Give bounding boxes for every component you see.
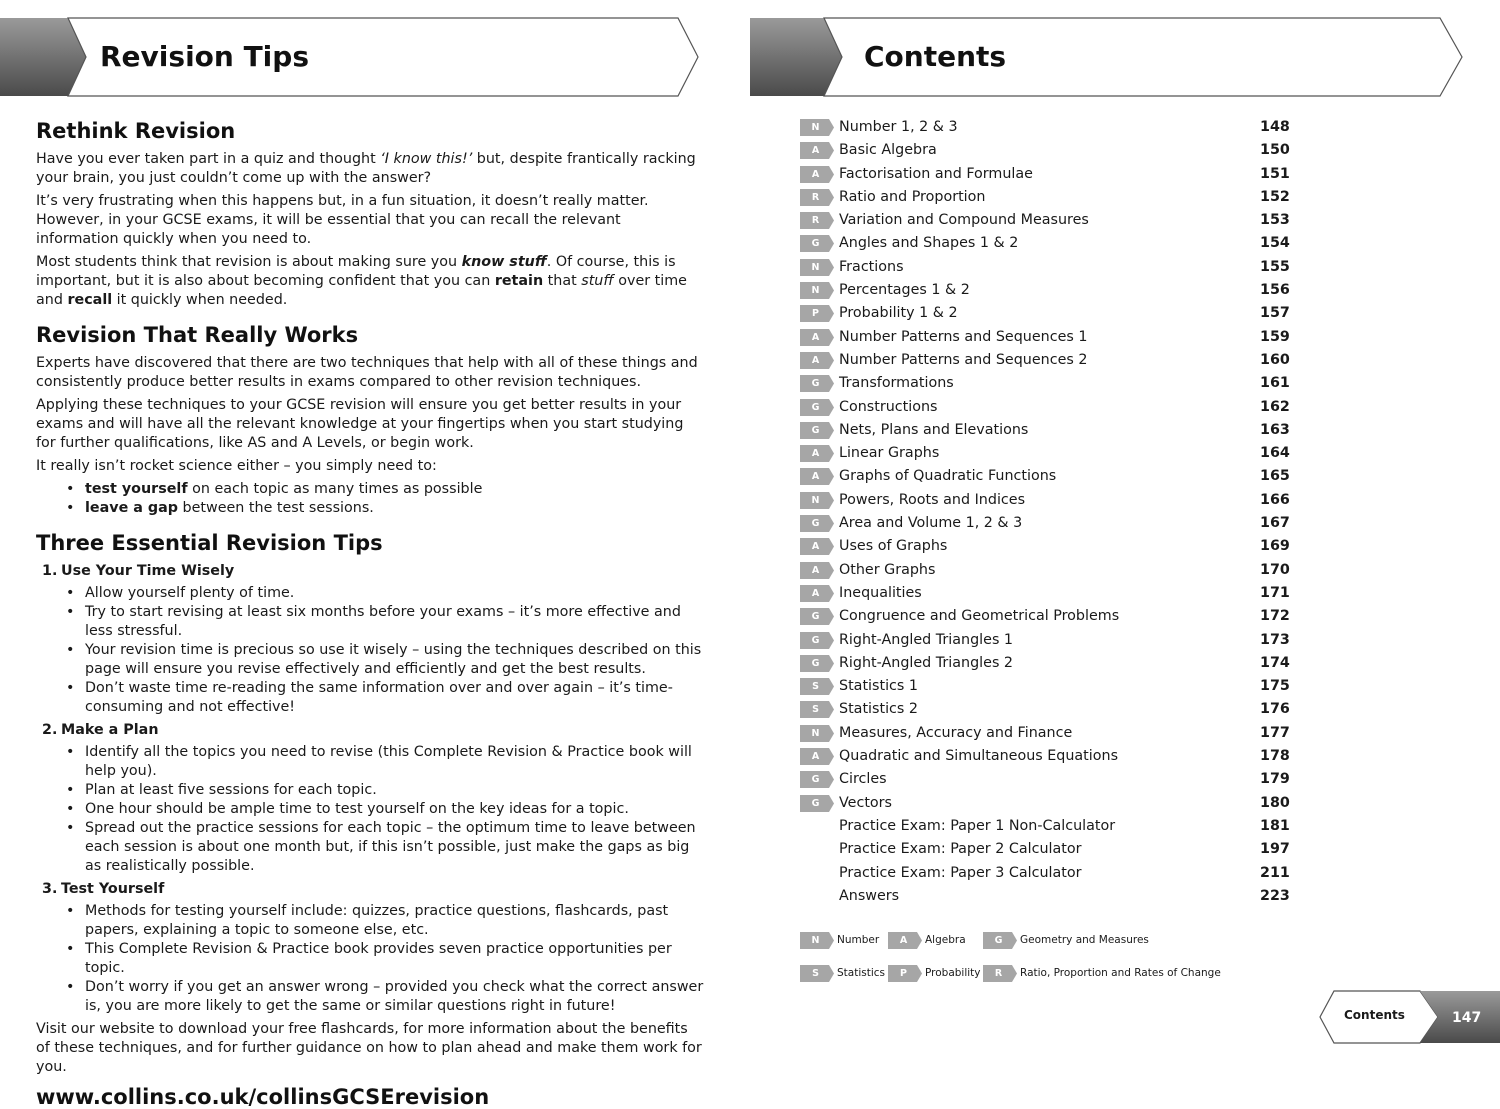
topic-tag-letter: A: [811, 587, 820, 599]
entry-title: Uses of Graphs: [839, 538, 948, 555]
bullet-list: [66, 584, 704, 717]
website-link[interactable]: www.collins.co.uk/collinsGCSErevision: [36, 1085, 490, 1109]
entry-title: Number Patterns and Sequences 2: [839, 351, 1088, 368]
topic-tag: [800, 212, 834, 229]
tip-heading: 2. Make a Plan: [42, 722, 159, 738]
contents-entry[interactable]: [800, 396, 1290, 419]
topic-tag: [800, 142, 834, 159]
topic-tag-letter: G: [811, 401, 820, 413]
page-title: Revision Tips: [100, 40, 309, 73]
contents-entry[interactable]: [800, 256, 1290, 279]
key-label: Geometry and Measures: [1020, 934, 1149, 946]
topic-tag-letter: P: [900, 968, 907, 979]
entry-page: 223: [1260, 887, 1290, 904]
entry-page: 169: [1260, 538, 1290, 555]
entry-title: Powers, Roots and Indices: [839, 491, 1026, 508]
entry-title: Answers: [839, 887, 900, 904]
entry-title: Practice Exam: Paper 1 Non-Calculator: [839, 817, 1116, 834]
topic-tag-letter: G: [811, 238, 820, 250]
entry-page: 155: [1260, 258, 1290, 275]
bullet-list: [66, 743, 704, 876]
topic-tag-letter: G: [811, 378, 820, 390]
entry-title: Practice Exam: Paper 2 Calculator: [839, 841, 1082, 858]
entry-page: 148: [1260, 119, 1290, 135]
contents-entry[interactable]: [800, 629, 1290, 652]
contents-entry[interactable]: [800, 279, 1290, 302]
topic-tag: [800, 422, 834, 439]
topic-tag: [983, 932, 1017, 949]
entry-page: 171: [1260, 584, 1290, 601]
entry-page: 197: [1260, 841, 1290, 858]
page-number: 147: [1452, 1010, 1482, 1026]
contents-entry[interactable]: [800, 652, 1290, 675]
contents-entry[interactable]: [800, 139, 1290, 162]
topic-tag: [800, 352, 834, 369]
topic-tag-letter: A: [811, 448, 820, 460]
contents-entry[interactable]: [800, 372, 1290, 395]
topic-tag-letter: A: [811, 564, 820, 576]
entry-title: Variation and Compound Measures: [839, 212, 1089, 229]
entry-page: 173: [1260, 631, 1290, 648]
entry-title: Probability 1 & 2: [839, 305, 958, 322]
entry-page: 152: [1260, 188, 1290, 205]
section-heading: Rethink Revision: [36, 119, 236, 143]
entry-title: Practice Exam: Paper 3 Calculator: [839, 864, 1082, 881]
topic-tag: [800, 235, 834, 252]
topic-tag: [800, 119, 834, 136]
entry-page: 176: [1260, 701, 1290, 718]
entry-page: 150: [1260, 142, 1290, 159]
topic-tag-letter: A: [899, 935, 908, 946]
paragraph: Applying these techniques to your GCSE revision will ensure you get better results in your exams and will have all the relevant knowledge at your fingertips when you start studying for further qualifications, like AS and A Levels, or begin work.: [36, 397, 684, 451]
closing-paragraph: Visit our website to download your free flashcards, for more information about the benefits of these techniques, and for further guidance on how to plan ahead and make them work for you.: [36, 1021, 702, 1075]
list-item: • test yourself on each topic as many times as possible: [66, 480, 704, 499]
entry-page: 180: [1260, 794, 1290, 811]
topic-tag: [983, 965, 1017, 982]
entry-page: 151: [1260, 165, 1290, 182]
contents-entry[interactable]: [800, 489, 1290, 512]
topic-tag-letter: S: [812, 681, 819, 693]
contents-entry[interactable]: [800, 349, 1290, 372]
contents-entry[interactable]: [800, 698, 1290, 721]
entry-title: Linear Graphs: [839, 445, 940, 462]
entry-page: 178: [1260, 748, 1290, 765]
contents-entry[interactable]: [800, 116, 1290, 139]
entry-title: Area and Volume 1, 2 & 3: [839, 515, 1023, 532]
topic-tag-letter: G: [994, 935, 1003, 946]
topic-tag: [800, 282, 834, 299]
topic-tag: [800, 965, 834, 982]
topic-tag: [800, 259, 834, 276]
section-heading: Three Essential Revision Tips: [36, 531, 383, 555]
entry-page: 159: [1260, 328, 1290, 345]
entry-page: 166: [1260, 491, 1290, 508]
entry-page: 179: [1260, 771, 1290, 788]
contents-entry[interactable]: [800, 675, 1290, 698]
list-item: • Methods for testing yourself include: quizzes, practice questions, flashcards, past papers, explaining a topic to someone else, etc.: [66, 902, 704, 940]
tip-heading: 1. Use Your Time Wisely: [42, 563, 235, 579]
topic-tag: [800, 795, 834, 812]
topic-tag: [800, 632, 834, 649]
entry-title: Inequalities: [839, 584, 922, 601]
entry-page: 170: [1260, 561, 1290, 578]
list-item: • Identify all the topics you need to revise (this Complete Revision & Practice book will help you).: [66, 743, 704, 781]
topic-tag: [800, 748, 834, 765]
bullet-list: [66, 902, 704, 1016]
entry-page: 157: [1260, 305, 1290, 322]
entry-page: 161: [1260, 375, 1290, 392]
contents-entry[interactable]: [800, 326, 1290, 349]
entry-page: 172: [1260, 608, 1290, 625]
topic-tag-letter: A: [811, 541, 820, 553]
list-item: • This Complete Revision & Practice book provides seven practice opportunities per topic.: [66, 940, 704, 978]
page-title: Contents: [864, 40, 1007, 73]
contents-entry[interactable]: [800, 862, 1290, 885]
topic-tag: [800, 538, 834, 555]
list-item: • Plan at least five sessions for each topic.: [66, 781, 704, 800]
entry-page: 154: [1260, 235, 1290, 252]
contents-entry[interactable]: [800, 163, 1290, 186]
entry-title: Nets, Plans and Elevations: [839, 421, 1029, 438]
list-item: • Try to start revising at least six months before your exams – it’s more effective and less stressful.: [66, 603, 704, 641]
entry-title: Statistics 2: [839, 701, 918, 718]
tip-heading: 3. Test Yourself: [42, 881, 165, 897]
topic-tag: [800, 678, 834, 695]
contents-header: [750, 18, 1466, 96]
topic-tag: [800, 166, 834, 183]
contents-entry[interactable]: [800, 559, 1290, 582]
topic-tag-letter: A: [811, 354, 820, 366]
topic-tag: [800, 492, 834, 509]
entry-title: Constructions: [839, 398, 938, 415]
topic-tag-letter: N: [811, 727, 820, 739]
revision-tips-body: [36, 118, 704, 1107]
entry-page: 174: [1260, 654, 1290, 671]
topic-tag: [800, 771, 834, 788]
topic-tag: [888, 932, 922, 949]
entry-title: Number 1, 2 & 3: [839, 119, 958, 135]
entry-page: 181: [1260, 817, 1290, 834]
contents-entry[interactable]: [800, 745, 1290, 768]
entry-title: Ratio and Proportion: [839, 188, 986, 205]
entry-page: 156: [1260, 282, 1290, 299]
entry-title: Right-Angled Triangles 1: [839, 631, 1014, 648]
topic-tag-letter: R: [811, 191, 820, 203]
contents-entry[interactable]: [800, 232, 1290, 255]
topic-tag-letter: N: [811, 285, 820, 297]
contents-entry[interactable]: [800, 186, 1290, 209]
topic-tag-letter: A: [811, 471, 820, 483]
topic-tag-letter: N: [811, 935, 820, 946]
list-item: • Don’t worry if you get an answer wrong – provided you check what the correct answer is, you are more likely to get the same or similar questions right in future!: [66, 978, 704, 1016]
entry-page: 160: [1260, 351, 1290, 368]
entry-title: Vectors: [839, 794, 893, 811]
topic-tag: [800, 608, 834, 625]
revision-tips-header: [0, 18, 702, 96]
topic-tag-letter: G: [811, 424, 820, 436]
contents-entry[interactable]: [800, 512, 1290, 535]
contents-entry[interactable]: [800, 302, 1290, 325]
paragraph: It’s very frustrating when this happens but, in a fun situation, it doesn’t really matter. However, in your GCSE exams, it will be essential that you can recall the relevant information quickly when you need to.: [36, 193, 649, 247]
contents-entry[interactable]: [800, 442, 1290, 465]
topic-tag-letter: R: [994, 968, 1003, 979]
topic-tag-letter: A: [811, 331, 820, 343]
entry-title: Fractions: [839, 258, 904, 275]
topic-tag-letter: G: [811, 657, 820, 669]
list-item: • Allow yourself plenty of time.: [66, 584, 704, 603]
entry-title: Right-Angled Triangles 2: [839, 654, 1014, 671]
topic-tag: [800, 515, 834, 532]
entry-title: Statistics 1: [839, 678, 918, 695]
list-item: • Don’t waste time re-reading the same information over and over again – it’s time-consuming and not effective!: [66, 679, 704, 717]
page-footer: [1320, 991, 1500, 1043]
topic-tag: [800, 189, 834, 206]
entry-title: Quadratic and Simultaneous Equations: [839, 748, 1119, 765]
entry-page: 162: [1260, 398, 1290, 415]
key-label: Ratio, Proportion and Rates of Change: [1020, 967, 1221, 979]
entry-title: Graphs of Quadratic Functions: [839, 468, 1057, 485]
entry-page: 153: [1260, 212, 1290, 229]
contents-entry[interactable]: [800, 885, 1290, 908]
section-heading: Revision That Really Works: [36, 323, 359, 347]
contents-entry[interactable]: [800, 815, 1290, 838]
topic-tag-letter: P: [812, 308, 819, 320]
key-label: Algebra: [925, 934, 966, 946]
topic-tag-letter: A: [811, 751, 820, 763]
topic-tag: [800, 562, 834, 579]
topic-tag-letter: A: [811, 168, 820, 180]
topic-tag: [800, 701, 834, 718]
entry-page: 163: [1260, 421, 1290, 438]
paragraph: Most students think that revision is about making sure you know stuff. Of course, this is important, but it is also about becoming confident that you can retain that stuff over time and recall it quickly when needed.: [36, 254, 687, 308]
paragraph: It really isn’t rocket science either – you simply need to:: [36, 458, 437, 474]
entry-title: Other Graphs: [839, 561, 936, 578]
entry-page: 167: [1260, 515, 1290, 532]
topic-tag: [800, 932, 834, 949]
topic-tag: [800, 468, 834, 485]
entry-title: Factorisation and Formulae: [839, 165, 1033, 182]
contents-entry[interactable]: [800, 768, 1290, 791]
key-label: Statistics: [837, 967, 885, 979]
entry-page: 165: [1260, 468, 1290, 485]
topic-tag-letter: R: [811, 215, 820, 227]
paragraph: Experts have discovered that there are two techniques that help with all of these things and consistently produce better results in exams compared to other revision techniques.: [36, 355, 698, 390]
contents-entry[interactable]: [800, 722, 1290, 745]
key-label: Probability: [925, 967, 981, 979]
contents-entry[interactable]: [800, 465, 1290, 488]
list-item: • One hour should be ample time to test yourself on the key ideas for a topic.: [66, 800, 704, 819]
topic-tag: [800, 375, 834, 392]
topic-tag: [800, 329, 834, 346]
contents-entry[interactable]: [800, 605, 1290, 628]
topic-tag-letter: G: [811, 774, 820, 786]
topic-tag-letter: G: [811, 518, 820, 530]
topic-tag: [800, 585, 834, 602]
list-item: • Spread out the practice sessions for each topic – the optimum time to leave between each session is about one month but, if this isn’t possible, just make the gaps as big as realistically possible.: [66, 819, 704, 876]
topic-tag-letter: S: [812, 704, 819, 716]
topic-tag-letter: G: [811, 611, 820, 623]
contents-entry[interactable]: [800, 582, 1290, 605]
entry-title: Measures, Accuracy and Finance: [839, 724, 1073, 741]
paragraph: Have you ever taken part in a quiz and thought ‘I know this!’ but, despite frantically racking your brain, you just couldn’t come up with the answer?: [36, 151, 696, 186]
entry-title: Basic Algebra: [839, 142, 937, 159]
header-banner-shape: [750, 18, 1466, 96]
topic-tag: [800, 305, 834, 322]
entry-title: Circles: [839, 771, 887, 788]
topic-tag: [800, 445, 834, 462]
contents-entry[interactable]: [800, 419, 1290, 442]
entry-title: Transformations: [839, 375, 954, 392]
entry-title: Number Patterns and Sequences 1: [839, 328, 1088, 345]
footer-label: Contents: [1344, 1008, 1405, 1022]
topic-tag-letter: S: [812, 968, 819, 979]
topic-tag-letter: N: [811, 261, 820, 273]
topic-tag-letter: N: [811, 122, 820, 133]
topic-tag-letter: G: [811, 634, 820, 646]
contents-entry[interactable]: [800, 535, 1290, 558]
topic-tag-letter: G: [811, 797, 820, 809]
topic-tag: [888, 965, 922, 982]
entry-page: 211: [1260, 864, 1290, 881]
contents-list: [800, 116, 1290, 908]
topic-tag-letter: A: [811, 145, 820, 157]
topic-tag-letter: N: [811, 494, 820, 506]
entry-page: 164: [1260, 445, 1290, 462]
key-label: Number: [837, 934, 880, 946]
entry-title: Percentages 1 & 2: [839, 282, 970, 299]
entry-page: 177: [1260, 724, 1290, 741]
entry-page: 175: [1260, 678, 1290, 695]
topic-tag: [800, 725, 834, 742]
topic-tag: [800, 399, 834, 416]
list-item: • leave a gap between the test sessions.: [66, 499, 704, 518]
bullet-list: [66, 480, 704, 518]
contents-entry[interactable]: [800, 209, 1290, 232]
list-item: • Your revision time is precious so use it wisely – using the techniques described on this page will ensure you revise effectively and efficiently and get the best results.: [66, 641, 704, 679]
contents-entry[interactable]: [800, 838, 1290, 861]
contents-entry[interactable]: [800, 792, 1290, 815]
topic-tag: [800, 655, 834, 672]
entry-title: Angles and Shapes 1 & 2: [839, 235, 1019, 252]
entry-title: Congruence and Geometrical Problems: [839, 608, 1120, 625]
